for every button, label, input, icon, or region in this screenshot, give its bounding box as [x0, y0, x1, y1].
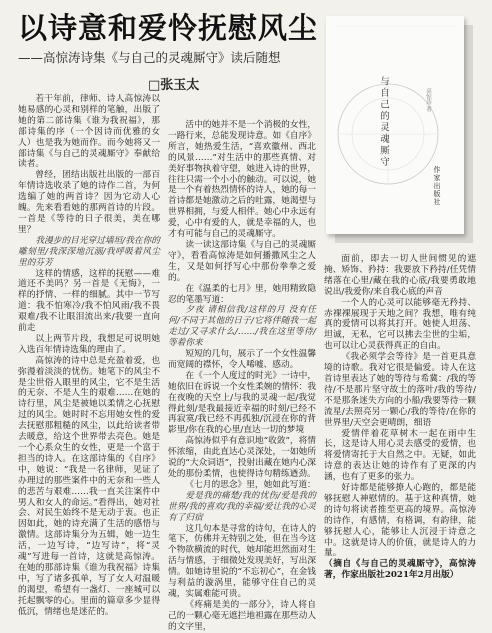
paragraph: 一个人的心灵可以能够毫无矜持、赤裸裸展现于天地之间？我想，唯有纯真的爱情可以将其打开。她使人坦荡、坦诚，无私，它可以拂去尘世的尘垢，也可以让心灵获得真正的自由。	[324, 297, 476, 352]
paragraph: 《疼痛是美的一部分》，诗人将自己的一颗心毫无遮拦地袒露在那些动人的文字里，	[168, 599, 316, 632]
paragraph: 短短的几句，展示了一个女性温馨而宽阔的襟怀，令人唏嘘、感动。	[168, 349, 316, 370]
paragraph: 高惊涛似乎有意识地“收敛”，将情怀浓缩，由此直达心灵深处，一如她所说的“大众词语”，投射出藏在她内心深处的那份柔情，也使得诗句精练遒劲。	[168, 436, 316, 479]
paragraph: 活中的她并不是一个消极的女性，一路行来，总能发现诗意。如《自序》所言，她热爱生活，“喜欢徽州、西北的风景……”对生活中的那些真情、对美好事物执着守望，她进入诗的世界，往往只需一个小小的触动。可以说，她是一个有着热烈情怀的诗人，她的每一首诗都是她激动之后的吐露，她渴望与世界相拥，与爱人相伴。她心中永远有爱，心中有爱的人，就是幸福的人，也才有可能与自己的灵魂厮守。	[168, 120, 316, 240]
paragraph: 这几句本是寻常的诗句，在诗人的笔下，仿佛并无特别之处，但在当今这个物欲横流的时代，她却能坦然面对生活与情感，于细微处发现美好，写出深情。如她诗里说的“不忘初心”，在金钱与利益的漩涡里，能够守住自己的灵魂，实属难能可贵。	[168, 523, 316, 599]
article-subtitle: ——高惊涛诗集《与自己的灵魂厮守》读后随想	[18, 50, 281, 65]
article-title: 以诗意和爱怜抚慰风尘	[18, 11, 319, 45]
paragraph: 以上两节片段，我想足可说明她入选百年情诗选集的理由了。	[18, 333, 160, 355]
paragraph: 在《温柔的七月》里，她用精致隐忍的笔墨写道：	[168, 283, 316, 305]
paragraph: 爱情伴着花草树木一起在雨中生长，这是诗人用心灵去感受的爱情，也将爱情寄托于大自然之中。无疑，如此诗意的表达让她的诗作有了更深的内涵，也有了更多的张力。	[324, 428, 476, 483]
text-column-3	[324, 254, 476, 622]
article-author: □张玉太	[148, 78, 200, 93]
book-front-cover	[326, 16, 464, 234]
paragraph: 面前，即去一切人世间惯见的遮掩、矫饰、矜持：我要放下矜持/任凭情绪落在心里/藏在我的心底/我要勇敢地说出/我爱你/来自我心底的声音	[324, 254, 476, 297]
paragraph: 《七月的思念》里，她如此写道：	[185, 479, 316, 490]
paragraph: 曾经，团结出版社出版的一部百年情诗选收录了她的诗作二首，为何选编了她的两首诗？因为它动人心魄。先来看看她的那两首诗的片段。一首是《等待的日子很美，美在哪里？	[18, 170, 160, 235]
cover-publisher: 作家出版社	[433, 166, 441, 206]
cover-title: 与自己的灵魂厮守	[378, 76, 389, 168]
paragraph: 若干年前，律师、诗人高惊涛以她易感的心灵和别样的笔触，出版了她的第二部诗集《谁为我祝福》，那部诗集的序（一个因诗而优雅的女人）也是我为她而作。而今她将又一部诗集《与自己的灵魂厮守》奉献给读者。	[18, 94, 160, 170]
paragraph: 《我必须学会等待》是一首更具意境的诗歌。我对它很是偏爱。诗人在这首诗里表达了她的等待与希冀：/我的等待/不是那片坚守故土的落叶/我的等待/不是那条迷失方向的小船/我要等待一颗流星/去照亮另一颗心/我的等待/在你的世界里/天空会更晴朗，细语	[324, 352, 476, 428]
paragraph: 高惊涛的诗中总是充盈着爱，也弥漫着淡淡的忧伤。她笔下的风尘不是尘世俗人眼里的风尘，它不是生活的无奈、不是人生的艰难……在她的诗行里，风尘是被她以柔情之心抚慰过的风尘。她时时不忘用她女性的爱去抚慰那粗糙的风尘，以此给读者带去暖意，给这个世界带去亮色。她是一个心系众生的女性，更是一个富于担当的诗人。在这部诗集的《自序》中，她说：“我是一名律师，见证了办理过的那些案件中的无奈和一些人的悲苦与艰难……我一直关注案件中男人和女人的命运。”看得出，她对社会、对民生始终不是无动于衷。也正因如此，她的诗充满了生活的感悟与激情。这部诗集分为五辑，她一边生活，一边写诗，“边写诗”，将“灵魂”写进每一首诗，这就是高惊涛。在她的那部诗集《谁为我祝福》诗集中，写了诸多孤单，写了女人对温暖的渴望，希望有一盏灯、一座城可以托起飘零的心。里面的篇章多少显得低沉，情绪也是迷茫的。	[18, 355, 160, 617]
poem-excerpt: 夕夜 请相信我/这样的月 没有任何/不同于其他的日子/它将伴随我一起走过/又寻求什么/……/我在这里等待/等着你来	[168, 305, 316, 349]
poem-excerpt: 我漫步的目光穿过墙垣/我在你的雕刻里/我深深地沉溺/我呼吸着风尘里的芬芳	[18, 235, 160, 268]
text-column-2	[168, 120, 316, 632]
cover-line-art	[326, 16, 464, 234]
paragraph: 这样的情感，这样的抚慰——难道还不美吗？另一首是《无悔》，一样的抒情、一样的细腻。其中一节写道：我不怕寒冷/我不怕风雨/我不畏艰难/我不让眼泪流出来/我要一直向前走	[18, 268, 160, 334]
paragraph: 读一读这部诗集《与自己的灵魂厮守》，看看高惊涛是如何播撒风尘之人生，又是如何抒写心中那份拳拳之爱的。	[168, 239, 316, 283]
poem-excerpt: 爱是我的痛楚/我的忧伤/爱是我的世界/我的喜欢/我的幸福/爱让我的心灵有了归宿	[168, 490, 316, 523]
paragraph: 好诗都是能够撩人心跑的，都是能够抚慰人神慰情的。基于这种真情，她的诗句将读者推至更高的境界。高惊涛的诗作，有感情，有格调，有韵律，能够抚慰人心，能够让人沉浸于诗意之中。这就是诗人的价值，就是诗人的力量。	[324, 483, 476, 559]
book-cover	[326, 16, 476, 248]
cover-author: 高惊涛 著	[425, 88, 431, 112]
text-column-1	[18, 94, 160, 622]
source-note: （摘自《与自己的灵魂厮守》，高惊涛著，作家出版社2021年2月出版）	[324, 559, 476, 581]
paragraph: 在《一个人度过的时光》一诗中，她依旧在诉说一个女性柔婉的情怀：我在夜晚的天空上/与我的灵魂一起/我觉得此刻/是我最接近幸福的时刻/已经不再寂寞/我已经不再孤独/沉浸在你的背影里/你在我的心里/直达一切的梦境	[168, 370, 316, 436]
